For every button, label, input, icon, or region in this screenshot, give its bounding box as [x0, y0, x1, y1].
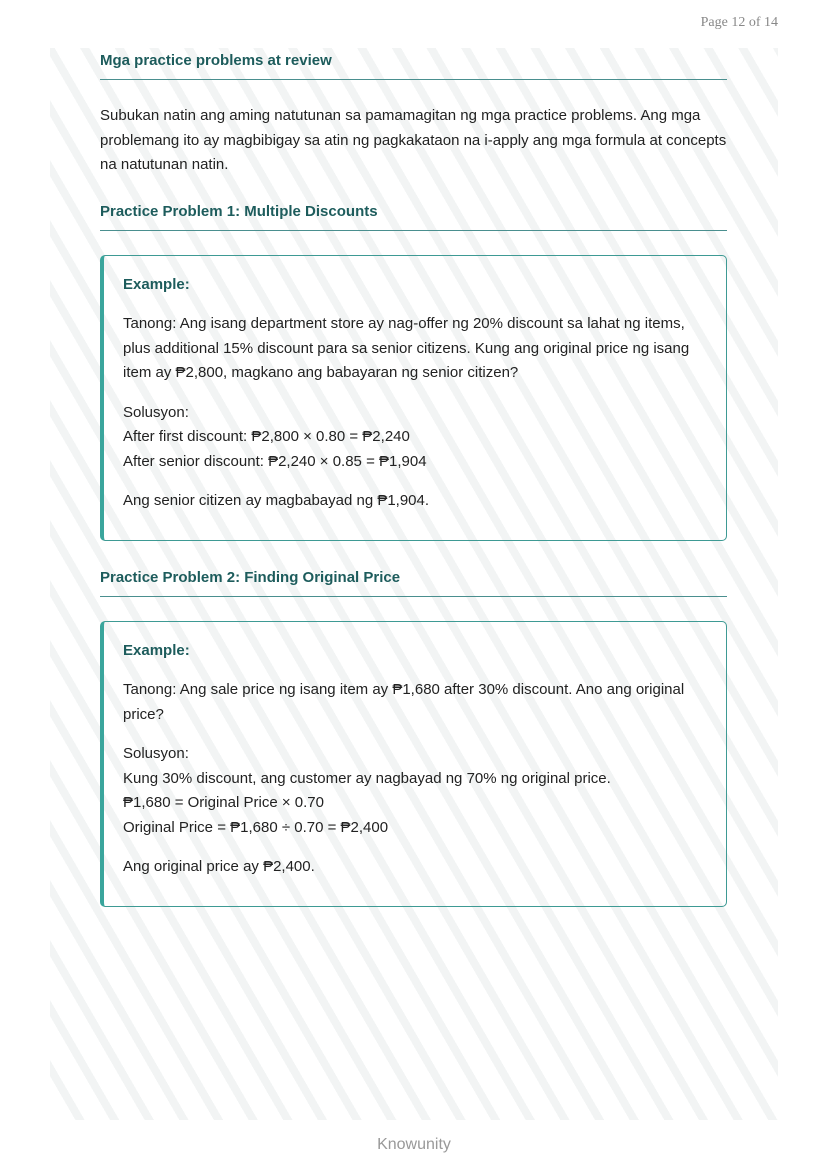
solution-label: Solusyon:: [123, 403, 189, 421]
question: Tanong: Ang isang department store ay nag-offer ng 20% discount sa lahat ng items, plus additional 15% discount para sa senior citizens. Kung ang original price ng isang item ay ₱2,800, magkano ang babayaran ng senior citizen?: [123, 315, 690, 381]
footer-brand: Knowunity: [377, 1136, 451, 1153]
question: Tanong: Ang sale price ng isang item ay ₱1,680 after 30% discount. Ano ang original price?: [123, 681, 685, 723]
page-content: [100, 50, 727, 933]
problem-1-heading: Practice Problem 1: Multiple Discounts: [100, 201, 727, 231]
solution-step: ₱1,680 = Original Price × 0.70: [123, 794, 324, 811]
solution-label: Solusyon:: [123, 745, 189, 762]
intro-paragraph: Subukan natin ang aming natutunan sa pamamagitan ng mga practice problems. Ang mga problemang ito ay magbibigay sa atin ng pagkakataon na i-apply ang mga formula at concepts na natutunan natin.: [100, 107, 727, 173]
answer: Ang senior citizen ay magbabayad ng ₱1,904.: [123, 492, 430, 509]
solution-step: Kung 30% discount, ang customer ay nagbayad ng 70% ng original price.: [123, 769, 611, 787]
section-title: Mga practice problems at review: [100, 50, 727, 80]
solution-step: After first discount: ₱2,800 × 0.80 = ₱2,240: [123, 428, 410, 445]
example-label: Example:: [123, 641, 190, 659]
answer: Ang original price ay ₱2,400.: [123, 858, 315, 875]
solution-step: Original Price = ₱1,680 ÷ 0.70 = ₱2,400: [123, 818, 389, 836]
problem-1-example-box: [100, 255, 727, 541]
problem-2-heading: Practice Problem 2: Finding Original Price: [100, 567, 727, 597]
problem-2-example-box: [100, 621, 727, 907]
page-number: Page 12 of 14: [700, 15, 778, 30]
example-label: Example:: [123, 275, 190, 293]
solution-step: After senior discount: ₱2,240 × 0.85 = ₱1,904: [123, 452, 427, 470]
